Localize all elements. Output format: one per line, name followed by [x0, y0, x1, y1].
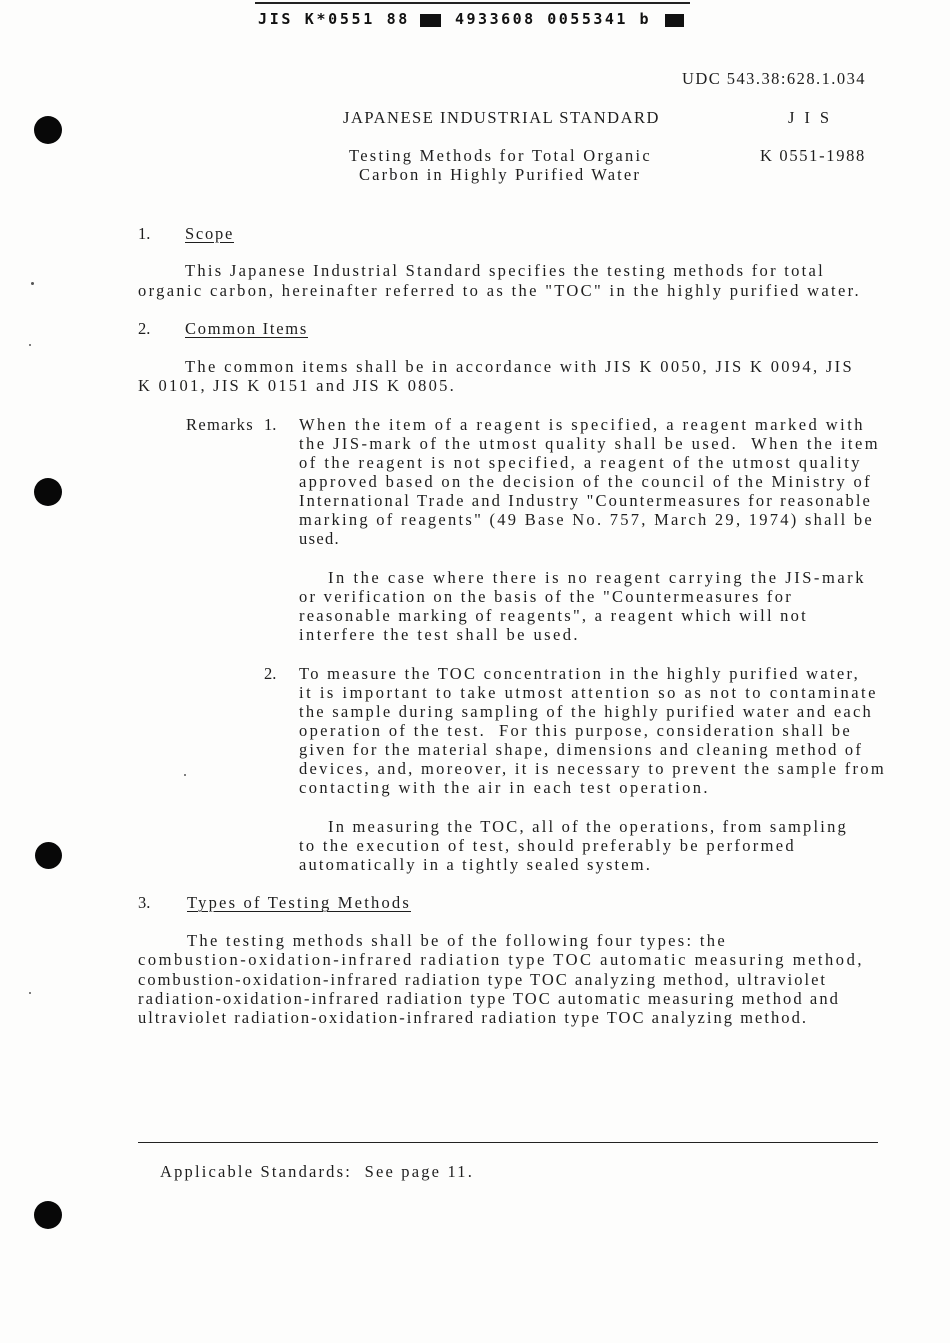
remark-line: given for the material shape, dimensions and cleaning method of [299, 740, 863, 759]
remark-line: it is important to take utmost attention so as not to contaminate [299, 683, 878, 702]
remark-line: contacting with the air in each test operation. [299, 778, 710, 797]
remark-number: 2. [264, 664, 277, 683]
remark-line: marking of reagents" (49 Base No. 757, March 29, 1974) shall be [299, 510, 874, 529]
scan-speck [29, 992, 31, 994]
section-number: 2. [138, 319, 151, 338]
standard-body: JAPANESE INDUSTRIAL STANDARD [343, 108, 660, 127]
header-top-rule [255, 2, 690, 4]
remark-line: of the reagent is not specified, a reagent of the utmost quality [299, 453, 862, 472]
punch-hole [34, 1201, 62, 1229]
section-heading: Types of Testing Methods [187, 893, 411, 912]
paragraph-line: radiation-oxidation-infrared radiation type TOC automatic measuring method and [138, 989, 840, 1008]
remark-note-line: automatically in a tightly sealed system. [299, 855, 652, 874]
paragraph-line: organic carbon, hereinafter referred to as the "TOC" in the highly purified water. [138, 281, 861, 300]
udc-number: UDC 543.38:628.1.034 [682, 69, 866, 88]
black-block-mark [420, 14, 441, 27]
remark-number: 1. [264, 415, 277, 434]
remark-note-line: interfere the test shall be used. [299, 625, 580, 644]
section-heading: Common Items [185, 319, 308, 338]
paragraph-line: combustion-oxidation-infrared radiation type TOC analyzing method, ultraviolet [138, 970, 827, 989]
footer-rule [138, 1142, 878, 1143]
remark-line: When the item of a reagent is specified, a reagent marked with [299, 415, 865, 434]
remark-note-line: In measuring the TOC, all of the operations, from sampling [328, 817, 848, 836]
remark-note-line: to the execution of test, should preferably be performed [299, 836, 796, 855]
punch-hole [34, 116, 62, 144]
running-header-serial: 4933608 0055341 b [455, 10, 651, 28]
document-title-line: Carbon in Highly Purified Water [359, 165, 641, 184]
paragraph-line: combustion-oxidation-infrared radiation type TOC automatic measuring method, [138, 950, 864, 969]
paragraph-line: This Japanese Industrial Standard specifies the testing methods for total [185, 261, 825, 280]
standard-number: K 0551-1988 [760, 146, 866, 165]
remark-line: To measure the TOC concentration in the highly purified water, [299, 664, 860, 683]
section-number: 1. [138, 224, 151, 243]
remark-line: used. [299, 529, 340, 548]
punch-hole [34, 478, 62, 506]
section-number: 3. [138, 893, 151, 912]
remark-line: operation of the test. For this purpose, consideration shall be [299, 721, 852, 740]
scan-speck [184, 774, 186, 776]
applicable-standards-note: Applicable Standards: See page 11. [160, 1162, 474, 1181]
paragraph-line: The testing methods shall be of the following four types: the [187, 931, 727, 950]
black-block-mark [665, 14, 684, 27]
punch-hole [35, 842, 62, 869]
remark-line: the JIS-mark of the utmost quality shall be used. When the item [299, 434, 880, 453]
remark-line: the sample during sampling of the highly purified water and each [299, 702, 873, 721]
remark-line: approved based on the decision of the council of the Ministry of [299, 472, 872, 491]
remark-line: devices, and, moreover, it is necessary to prevent the sample from [299, 759, 886, 778]
jis-mark: J I S [788, 108, 832, 127]
section-heading: Scope [185, 224, 234, 243]
paragraph-line: ultraviolet radiation-oxidation-infrared radiation type TOC analyzing method. [138, 1008, 808, 1027]
remark-note-line: In the case where there is no reagent carrying the JIS-mark [328, 568, 866, 587]
remark-line: International Trade and Industry "Countermeasures for reasonable [299, 491, 872, 510]
document-title-line: Testing Methods for Total Organic [349, 146, 652, 165]
remark-note-line: or verification on the basis of the "Countermeasures for [299, 587, 793, 606]
remarks-label: Remarks [186, 415, 254, 434]
paragraph-line: The common items shall be in accordance with JIS K 0050, JIS K 0094, JIS [185, 357, 854, 376]
running-header-code: JIS K*0551 88 [258, 10, 410, 28]
scan-speck [29, 344, 31, 346]
remark-note-line: reasonable marking of reagents", a reagent which will not [299, 606, 808, 625]
paragraph-line: K 0101, JIS K 0151 and JIS K 0805. [138, 376, 456, 395]
scan-speck [31, 282, 34, 285]
